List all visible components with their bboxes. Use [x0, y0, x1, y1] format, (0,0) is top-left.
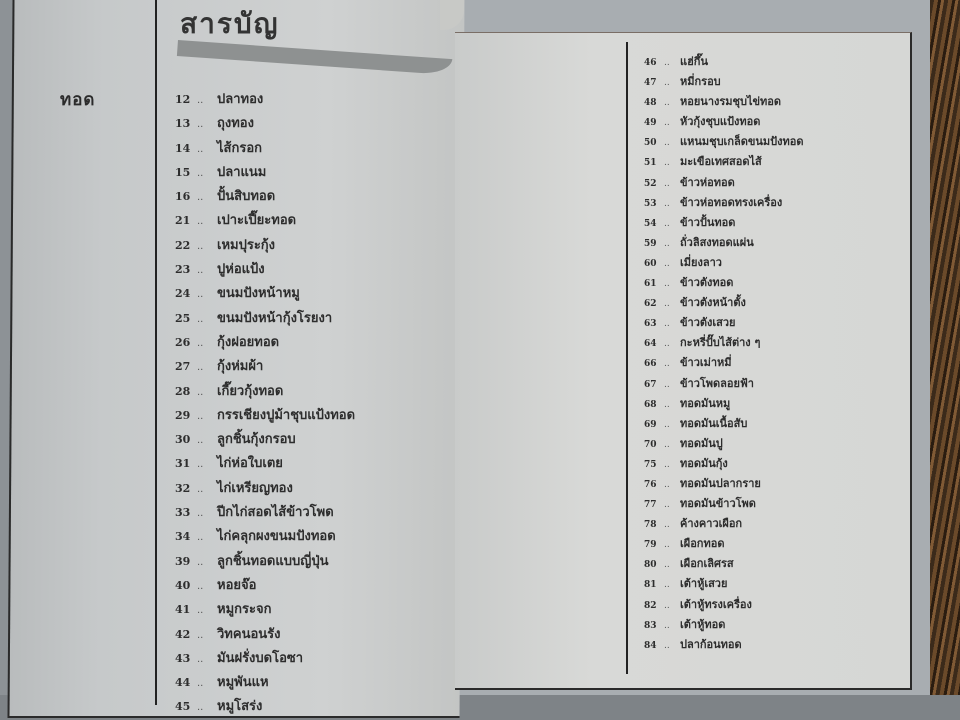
recipe-name: ปลาก้อนทอด: [680, 637, 742, 651]
recipe-name: ไก่ห่อใบเตย: [217, 456, 283, 472]
toc-entry: [175, 428, 355, 452]
page-number: 48: [644, 98, 657, 109]
page-number: 49: [644, 118, 657, 129]
toc-entry: [644, 92, 804, 112]
recipe-name: ข้าวห่อทอด: [680, 175, 735, 189]
toc-entry: [175, 647, 355, 671]
recipe-name: หมูพันแห: [217, 675, 269, 691]
page-number: 78: [644, 520, 657, 531]
recipe-name: ขนมปังหน้าหมู: [217, 286, 300, 302]
leader-dots: ..: [664, 138, 670, 149]
leader-dots: ..: [664, 258, 670, 269]
leader-dots: ..: [664, 419, 670, 430]
recipe-name: เต้าหู้ทอด: [680, 617, 726, 631]
toc-entry: [644, 72, 804, 92]
leader-dots: ..: [197, 337, 204, 349]
recipe-name: กุ้งฝอยทอด: [217, 334, 280, 350]
toc-entry: [644, 635, 804, 655]
leader-dots: ..: [664, 640, 670, 651]
toc-list-left: [175, 88, 355, 720]
leader-dots: ..: [664, 339, 670, 350]
toc-entry: [644, 333, 804, 353]
recipe-name: ไก่คลุกผงขนมปังทอด: [217, 529, 336, 545]
toc-entry: [644, 474, 804, 494]
page-number: 14: [175, 141, 191, 155]
toc-entry: [644, 213, 804, 233]
toc-entry: [175, 501, 355, 525]
page-number: 39: [175, 554, 191, 568]
leader-dots: ..: [664, 198, 670, 209]
recipe-name: ข้าวโพดลอยฟ้า: [680, 376, 754, 390]
page-number: 81: [644, 580, 657, 591]
page-number: 62: [644, 299, 657, 310]
page-number: 21: [175, 214, 191, 228]
recipe-name: เหมปุระกุ้ง: [217, 237, 276, 253]
leader-dots: ..: [197, 289, 204, 301]
leader-dots: ..: [664, 359, 670, 370]
page-number: 28: [175, 384, 191, 398]
recipe-name: ข้าวตังเสวย: [680, 316, 736, 330]
page-number: 23: [175, 263, 191, 277]
page-number: 29: [175, 408, 191, 422]
recipe-name: ปลาแนม: [217, 164, 267, 180]
recipe-name: ค้างคาวเผือก: [680, 517, 743, 531]
page-number: 52: [644, 178, 657, 189]
toc-entry: [175, 598, 355, 622]
toc-entry: [175, 671, 355, 695]
recipe-name: หัวกุ้งชุบแป้งทอด: [680, 115, 761, 129]
recipe-name: กรรเชียงปูม้าชุบแป้งทอด: [217, 407, 356, 423]
page-number: 34: [175, 530, 191, 544]
recipe-name: ทอดมันหมู: [680, 396, 731, 410]
page-number: 40: [175, 578, 191, 592]
page-number: 30: [175, 433, 191, 447]
toc-entry: [644, 434, 804, 454]
page-number: 79: [644, 540, 657, 551]
leader-dots: ..: [664, 560, 670, 571]
section-label: ทอด: [60, 90, 96, 110]
page-number: 84: [644, 640, 657, 651]
page-number: 25: [175, 311, 191, 325]
page-number: 27: [175, 360, 191, 374]
page-number: 82: [644, 600, 657, 611]
leader-dots: ..: [664, 319, 670, 330]
page-number: 83: [644, 620, 657, 631]
leader-dots: ..: [664, 78, 670, 89]
toc-list-right: [644, 52, 804, 655]
leader-dots: ..: [197, 143, 204, 155]
recipe-name: มันฝรั่งบดโอซา: [217, 650, 304, 666]
page-number: 22: [175, 238, 191, 252]
page-number: 47: [644, 78, 657, 89]
page-number: 42: [175, 627, 191, 641]
toc-entry: [175, 525, 355, 549]
leader-dots: ..: [664, 459, 670, 470]
recipe-name: ลูกชิ้นกุ้งกรอบ: [217, 432, 296, 448]
leader-dots: ..: [197, 605, 204, 617]
toc-entry: [175, 234, 355, 258]
page-number: 69: [644, 419, 657, 430]
recipe-name: หมูโสร่ง: [217, 699, 263, 715]
leader-dots: ..: [664, 439, 670, 450]
leader-dots: ..: [664, 540, 670, 551]
toc-entry: [644, 374, 804, 394]
recipe-name: ลูกชิ้นทอดแบบญี่ปุ่น: [217, 553, 329, 569]
page-number: 26: [175, 335, 191, 349]
leader-dots: ..: [664, 118, 670, 129]
toc-entry: [644, 293, 804, 313]
recipe-name: วิทคนอนรัง: [217, 626, 281, 642]
page-number: 31: [175, 457, 191, 471]
leader-dots: ..: [664, 158, 670, 169]
recipe-name: หอยจ๊อ: [217, 577, 257, 593]
leader-dots: ..: [664, 58, 670, 68]
page-number: 66: [644, 359, 657, 370]
recipe-name: เผือกเลิศรส: [680, 557, 734, 571]
recipe-name: มะเขือเทศสอดไส้: [680, 155, 762, 169]
page-number: 61: [644, 279, 657, 290]
leader-dots: ..: [197, 629, 204, 641]
page-number: 67: [644, 379, 657, 390]
leader-dots: ..: [664, 600, 670, 611]
toc-entry: [644, 534, 804, 554]
page-number: 80: [644, 560, 657, 571]
leader-dots: ..: [197, 95, 204, 106]
leader-dots: ..: [197, 119, 204, 131]
recipe-name: ไส้กรอก: [217, 140, 263, 156]
page-number: 12: [175, 93, 191, 106]
recipe-name: แหนมชุบเกล็ดขนมปังทอด: [680, 135, 804, 149]
toc-entry: [644, 595, 804, 615]
page-number: 33: [175, 506, 191, 520]
toc-entry: [175, 623, 355, 647]
recipe-name: ทอดมันปลากราย: [680, 476, 761, 490]
page-number: 76: [644, 479, 657, 490]
leader-dots: ..: [197, 459, 204, 471]
toc-entry: [175, 404, 355, 428]
right-page-vertical-rule: [626, 42, 628, 674]
recipe-name: ข้าวเม่าหมี่: [680, 356, 732, 370]
leader-dots: ..: [197, 508, 204, 520]
toc-entry: [175, 258, 355, 282]
recipe-name: ปลาทอง: [217, 92, 264, 107]
leader-dots: ..: [197, 483, 204, 495]
toc-entry: [644, 514, 804, 534]
leader-dots: ..: [197, 410, 204, 422]
toc-entry: [175, 185, 355, 209]
toc-entry: [644, 353, 804, 373]
toc-entry: [175, 88, 355, 112]
leader-dots: ..: [197, 386, 204, 398]
recipe-name: กะหรี่ปั๊บไส้ต่าง ๆ: [680, 336, 761, 350]
leader-dots: ..: [664, 580, 670, 591]
page-number: 16: [175, 190, 191, 204]
toc-entry: [644, 132, 804, 152]
toc-entry: [644, 574, 804, 594]
toc-entry: [175, 477, 355, 501]
leader-dots: ..: [197, 532, 204, 544]
toc-entry: [644, 52, 804, 72]
toc-entry: [175, 112, 355, 136]
recipe-name: เปาะเปี๊ยะทอด: [217, 213, 297, 229]
leader-dots: ..: [664, 218, 670, 229]
page-title: สารบัญ: [180, 7, 280, 40]
recipe-name: ทอดมันปู: [680, 436, 723, 450]
page-number: 68: [644, 399, 657, 410]
leader-dots: ..: [664, 500, 670, 511]
recipe-name: ขนมปังหน้ากุ้งโรยงา: [217, 310, 333, 326]
page-number: 24: [175, 287, 191, 301]
toc-entry: [175, 452, 355, 476]
page-number: 43: [175, 651, 191, 665]
leader-dots: ..: [664, 379, 670, 390]
page-number: 59: [644, 238, 657, 249]
leader-dots: ..: [664, 620, 670, 631]
toc-entry: [175, 380, 355, 404]
wooden-table-background: [930, 0, 960, 720]
page-number: 15: [175, 165, 191, 179]
toc-entry: [175, 550, 355, 574]
toc-entry: [644, 454, 804, 474]
page-number: 54: [644, 218, 657, 229]
toc-entry: [644, 233, 804, 253]
recipe-name: เต้าหู้เสวย: [680, 577, 728, 591]
recipe-name: ปีกไก่สอดไส้ข้าวโพด: [217, 505, 334, 521]
leader-dots: ..: [197, 678, 204, 690]
leader-dots: ..: [197, 216, 204, 228]
page-number: 51: [644, 158, 657, 169]
leader-dots: ..: [664, 98, 670, 109]
leader-dots: ..: [664, 178, 670, 189]
toc-entry: [175, 209, 355, 233]
page-number: 41: [175, 603, 191, 617]
page-number: 32: [175, 481, 191, 495]
recipe-name: ทอดมันข้าวโพด: [680, 497, 756, 511]
recipe-name: เผือกทอด: [680, 537, 725, 551]
page-number: 64: [644, 339, 657, 350]
page-number: 77: [644, 500, 657, 511]
toc-entry: [175, 331, 355, 355]
recipe-name: แฮ่กึ๊น: [680, 55, 708, 68]
toc-entry: [644, 615, 804, 635]
page-number: 60: [644, 258, 657, 269]
toc-entry: [644, 313, 804, 333]
toc-entry: [175, 161, 355, 185]
recipe-name: ถั่วลิสงทอดแผ่น: [680, 235, 754, 249]
leader-dots: ..: [664, 299, 670, 310]
recipe-name: ทอดมันกุ้ง: [680, 456, 728, 470]
toc-entry: [175, 695, 355, 719]
leader-dots: ..: [197, 580, 204, 592]
recipe-name: ไก่เหรียญทอง: [217, 480, 293, 496]
leader-dots: ..: [197, 192, 204, 204]
left-page-vertical-rule: [155, 0, 157, 705]
toc-entry: [644, 112, 804, 132]
page-number: 53: [644, 198, 657, 209]
page-number: 50: [644, 138, 657, 149]
page-number: 46: [644, 58, 657, 68]
recipe-name: ข้าวปั้นทอด: [680, 215, 736, 229]
leader-dots: ..: [197, 702, 204, 714]
recipe-name: เมี่ยงลาว: [680, 255, 722, 269]
page-number: 70: [644, 439, 657, 450]
leader-dots: ..: [197, 653, 204, 665]
recipe-name: หอยนางรมชุบไข่ทอด: [680, 95, 782, 109]
toc-entry: [644, 414, 804, 434]
page-number: 63: [644, 319, 657, 330]
leader-dots: ..: [664, 399, 670, 410]
toc-entry: [175, 307, 355, 331]
recipe-name: ข้าวตังหน้าตั้ง: [680, 296, 746, 310]
recipe-name: ปูห่อแป้ง: [217, 262, 265, 278]
page-number: 44: [175, 676, 191, 690]
recipe-name: ปั้นสิบทอด: [217, 189, 276, 205]
recipe-name: เกี๊ยวกุ้งทอด: [217, 383, 284, 399]
leader-dots: ..: [197, 167, 204, 179]
toc-entry: [644, 253, 804, 273]
leader-dots: ..: [197, 362, 204, 374]
leader-dots: ..: [664, 479, 670, 490]
page-number: 45: [175, 700, 191, 714]
toc-entry: [644, 494, 804, 514]
page-number: 75: [644, 459, 657, 470]
recipe-name: เต้าหู้ทรงเครื่อง: [680, 597, 752, 611]
recipe-name: หมี่กรอบ: [680, 75, 721, 89]
recipe-name: ข้าวห่อทอดทรงเครื่อง: [680, 195, 783, 209]
recipe-name: กุ้งห่มผ้า: [217, 359, 264, 375]
recipe-name: ข้าวตังทอด: [680, 276, 734, 290]
leader-dots: ..: [197, 435, 204, 447]
toc-entry: [175, 574, 355, 598]
toc-entry: [644, 554, 804, 574]
leader-dots: ..: [664, 279, 670, 290]
leader-dots: ..: [197, 265, 204, 277]
toc-entry: [175, 282, 355, 306]
leader-dots: ..: [664, 520, 670, 531]
toc-entry: [644, 152, 804, 172]
toc-entry: [644, 273, 804, 293]
leader-dots: ..: [197, 556, 204, 568]
leader-dots: ..: [197, 313, 204, 325]
toc-entry: [644, 173, 804, 193]
page-number: 13: [175, 117, 191, 131]
leader-dots: ..: [664, 238, 670, 249]
toc-entry: [644, 394, 804, 414]
toc-entry: [175, 137, 355, 161]
recipe-name: ถุงทอง: [217, 116, 254, 132]
recipe-name: หมูกระจก: [217, 602, 272, 618]
toc-entry: [644, 193, 804, 213]
recipe-name: ทอดมันเนื้อสับ: [680, 416, 748, 430]
leader-dots: ..: [197, 240, 204, 252]
toc-entry: [175, 355, 355, 379]
